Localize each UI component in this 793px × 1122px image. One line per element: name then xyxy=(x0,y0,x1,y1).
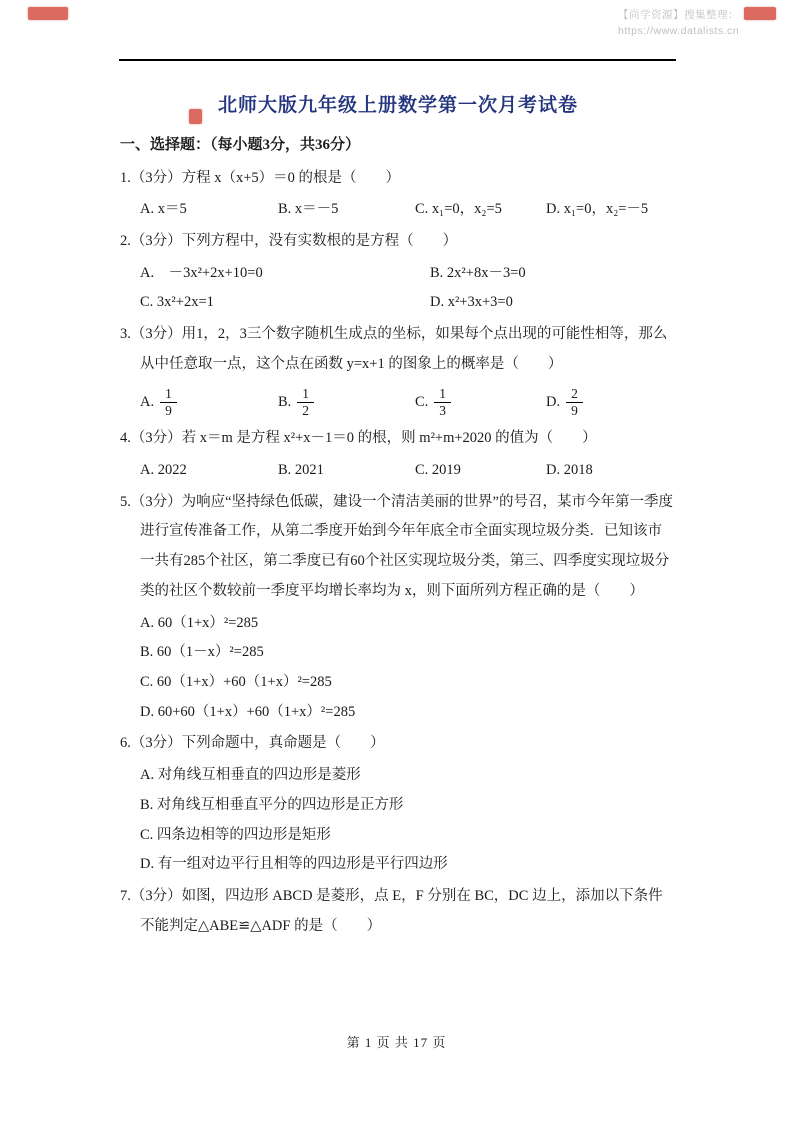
question-4-option-d: D. 2018 xyxy=(546,462,593,478)
page-footer: 第 1 页 共 17 页 xyxy=(346,1035,447,1050)
question-5-option-b: B. 60（1－x）²=285 xyxy=(140,644,264,661)
watermark-url-line: https://www.datalists.cn xyxy=(618,25,740,38)
fraction-denominator: 2 xyxy=(302,403,310,419)
question-4-option-b: B. 2021 xyxy=(278,462,324,478)
red-stamp-top-left-mark xyxy=(28,7,68,20)
question-4-option-a: A. 2022 xyxy=(140,462,187,478)
question-5-option-a: A. 60（1+x）²=285 xyxy=(140,614,259,631)
question-3-options xyxy=(140,386,676,421)
question-5-option-d: D. 60+60（1+x）+60（1+x）²=285 xyxy=(140,703,356,720)
question-3-option-c xyxy=(415,386,546,421)
question-3-stem: 3.（3分）用1，2，3三个数字随机生成点的坐标，如果每个点出现的可能性相等，那么从中任意取一点，这个点在函数 y=x+1 的图象上的概率是（ ） xyxy=(120,326,668,372)
question-5-option-c: C. 60（1+x）+60（1+x）²=285 xyxy=(140,674,332,691)
exam-content xyxy=(120,84,676,944)
fraction xyxy=(297,386,314,421)
question-5 xyxy=(120,488,676,728)
question-4-options xyxy=(140,456,676,486)
question-6-option-c: C. 四条边相等的四边形是矩形 xyxy=(140,826,331,843)
question-2-options xyxy=(140,259,676,318)
question-3-option-d xyxy=(546,386,676,421)
question-2-stem: 2.（3分）下列方程中，没有实数根的是方程（ ） xyxy=(120,232,458,249)
question-5-options xyxy=(140,609,676,728)
question-6-options xyxy=(140,761,676,880)
question-7 xyxy=(120,882,676,941)
question-4 xyxy=(120,424,676,485)
page-title: 北师大版九年级上册数学第一次月考试卷 xyxy=(217,95,578,116)
question-2 xyxy=(120,227,676,318)
header-rule xyxy=(119,59,676,61)
fraction-numerator: 2 xyxy=(566,386,583,404)
fraction-numerator: 1 xyxy=(434,386,451,404)
question-5-stem: 5.（3分）为响应“坚持绿色低碳，建设一个清洁美丽的世界”的号召，某市今年第一季度进行宣传准备工作，从第二季度开始到今年年底全市全面实现垃圾分类．已知该市一共有285个社区，第二季度已有60个社区实现垃圾分类，第三、四季度实现垃圾分类的社区个数较前一季度平均增长率均为 x，则下面所列方程正确的是（ ） xyxy=(120,493,673,599)
option-label: A. xyxy=(140,394,155,411)
option-label: B. xyxy=(278,394,292,411)
question-4-option-c: C. 2019 xyxy=(415,462,461,478)
question-6-option-b: B. 对角线互相垂直平分的四边形是正方形 xyxy=(140,796,404,813)
question-2-option-d: D. x²+3x+3=0 xyxy=(430,294,513,311)
red-stamp-top-right-mark xyxy=(744,7,776,20)
question-6-stem: 6.（3分）下列命题中，真命题是（ ） xyxy=(120,735,385,752)
fraction xyxy=(566,386,583,421)
question-2-option-b: B. 2x²+8x－3=0 xyxy=(430,264,526,281)
question-6-option-d: D. 有一组对边平行且相等的四边形是平行四边形 xyxy=(140,856,448,873)
option-label: D. xyxy=(546,394,561,411)
fraction-denominator: 9 xyxy=(165,403,172,419)
fraction-numerator: 1 xyxy=(297,386,314,404)
question-1-option-b: B. x＝－5 xyxy=(278,201,339,218)
question-2-option-c: C. 3x²+2x=1 xyxy=(140,294,214,311)
question-1-options xyxy=(140,195,676,225)
question-3 xyxy=(120,320,676,420)
fraction-numerator: 1 xyxy=(160,386,177,404)
question-1 xyxy=(120,164,676,225)
option-label: C. xyxy=(415,394,429,411)
question-3-option-a xyxy=(140,386,278,421)
fraction-denominator: 3 xyxy=(439,403,447,419)
question-2-option-a: A. －3x²+2x+10=0 xyxy=(140,264,263,281)
fraction xyxy=(434,386,451,421)
section-heading: 一、选择题：（每小题3分，共36分） xyxy=(120,137,361,153)
question-1-option-c: C. x₁=0，x₂=5 xyxy=(415,201,502,218)
question-1-option-a: A. x＝5 xyxy=(140,201,187,218)
watermark-source-line: 【尚学资源】搜集整理： xyxy=(618,9,739,21)
watermark xyxy=(618,7,739,40)
question-6 xyxy=(120,729,676,880)
question-3-option-b xyxy=(278,386,415,421)
question-1-stem: 1.（3分）方程 x（x+5）＝0 的根是（ ） xyxy=(120,169,401,186)
question-7-stem: 7.（3分）如图，四边形 ABCD 是菱形，点 E，F 分别在 BC，DC 边上，添加以下条件不能判定△ABE≌△ADF 的是（ ） xyxy=(120,888,663,934)
question-1-option-d: D. x₁=0，x₂=－5 xyxy=(546,201,649,218)
fraction xyxy=(160,386,177,421)
fraction-denominator: 9 xyxy=(571,403,578,419)
question-6-option-a: A. 对角线互相垂直的四边形是菱形 xyxy=(140,767,361,784)
question-4-stem: 4.（3分）若 x＝m 是方程 x²+x－1＝0 的根，则 m²+m+2020 的值为（ ） xyxy=(120,430,597,447)
